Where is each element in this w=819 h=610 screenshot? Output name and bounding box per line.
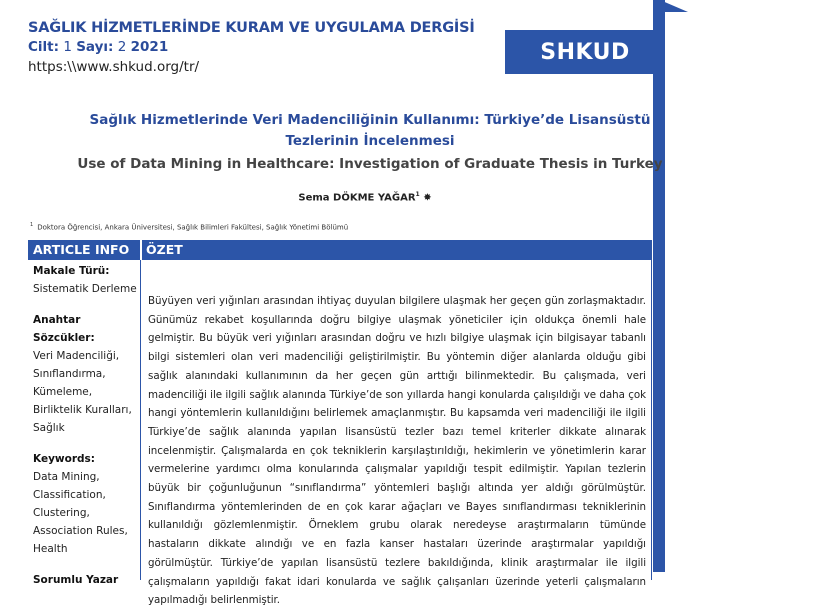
issue-label: Sayı:: [76, 39, 114, 55]
column-divider: [140, 260, 141, 580]
author-superscript: 1: [415, 191, 420, 198]
journal-header: [28, 20, 475, 75]
journal-title: SAĞLIK HİZMETLERİNDE KURAM VE UYGULAMA DERGİSİ: [28, 20, 475, 36]
volume-number: 1: [63, 39, 72, 55]
author-line: [0, 191, 730, 203]
keyword-tr: Sağlık: [33, 422, 65, 434]
issue-number: 2: [117, 39, 127, 55]
journal-logo-banner: SHKUD: [505, 30, 665, 74]
article-title-en: Use of Data Mining in Healthcare: Investigation of Graduate Thesis in Turkey: [77, 156, 663, 172]
corresponding-mark-icon: ✸: [423, 192, 432, 204]
issue-line: [28, 39, 475, 55]
journal-url[interactable]: https:\\www.shkud.org/tr/: [28, 59, 200, 75]
info-table-header: [28, 240, 652, 260]
keyword-en: Data Mining,: [33, 471, 100, 483]
abstract-heading: ÖZET: [146, 242, 183, 257]
keyword-en: Association Rules,: [33, 525, 128, 537]
keyword-tr: Veri Madenciliği,: [33, 350, 120, 362]
volume-label: Cilt:: [28, 39, 60, 55]
keywords-en-label: Keywords:: [33, 453, 95, 465]
keyword-en: Clustering,: [33, 507, 90, 519]
keyword-en: Classification,: [33, 489, 106, 501]
header-divider: [140, 240, 142, 260]
keywords-tr-label: Anahtar Sözcükler:: [33, 314, 95, 344]
decorative-triangle: [660, 0, 688, 12]
author-name: Sema DÖKME YAĞAR: [298, 192, 416, 204]
keyword-tr: Kümeleme,: [33, 386, 93, 398]
abstract-text: Büyüyen veri yığınları arasından ihtiyaç duyulan bilgilere ulaşmak her geçen gün zorlaşmaktadır. Günümüz rekabet koşullarında doğru bilgiye ulaşmak yöneticiler için oldukça önemli hale gelmiştir. Bu büyük veri yığınları arasından doğru ve hızlı bilgiye ulaşmak için bilgisayar tabanlı bilgi sistemleri olan veri madenciliği geliştirilmiştir. Bu yöntemin diğer alanlarda olduğu gibi sağlık alanındaki kullanımının da her geçen gün arttığı bilinmektedir. Bu çalışmada, veri madenciliği ile ilgili sağlık alanında Türkiye’de son yıllarda hangi konularda çalışıldığı ve daha çok hangi yöntemlerin kullanıldığını belirlemek amaçlanmıştır. Bu kapsamda veri madenciliği ile ilgili Türkiye’de sağlık alanında yapılan lisansüstü tezler bazı temel kriterler dikkate alınarak incelenmiştir. Çalışmalarda en çok tekniklerin karşılaştırıldığı, hekimlerin ve yönetimlerin karar vermelerine yardımcı olma konularında çalışmalar yapıldığı tespit edilmiştir. Yapılan tezlerin büyük bir çoğunluğunun “sınıflandırma” yöntemleri başlığı altında yer aldığı görülmüştür. Sınıflandırma yöntemlerinden de en çok karar ağaçları ve Bayes sınıflandırması tekniklerinin kullanıldığı gözlemlenmiştir. Örneklem grubu olarak neredeyse araştırmaların tümünde hastaların dikkate alındığı ve en fazla kanser hastaları üzerinde araştırmalar yapıldığı görülmüştür. Türkiye’de yapılan lisansüstü tezlere bakıldığında, klinik araştırmalar ile ilgili çalışmaların yapıldığı fakat idari konularda ve sağlık çalışanları üzerinde yeterli çalışmaların yapılmadığı belirlenmiştir.: [148, 295, 646, 607]
keyword-tr: Sınıflandırma,: [33, 368, 106, 380]
article-type-value: Sistematik Derleme: [33, 283, 137, 295]
corresponding-author-label: Sorumlu Yazar: [33, 574, 119, 586]
keyword-en: Health: [33, 543, 68, 555]
affiliation-text: Doktora Öğrencisi, Ankara Üniversitesi, Sağlık Bilimleri Fakültesi, Sağlık Yönetimi Bölümü: [37, 223, 349, 232]
affiliation-note: [30, 222, 348, 231]
affiliation-superscript: 1: [30, 222, 34, 228]
decorative-stripe: [653, 0, 665, 572]
issue-year: 2021: [130, 39, 169, 55]
article-info-column: [33, 262, 138, 589]
article-info-heading: ARTICLE INFO: [33, 242, 130, 257]
article-type-label: Makale Türü:: [33, 265, 110, 277]
article-title-tr: Sağlık Hizmetlerinde Veri Madenciliğinin Kullanımı: Türkiye’de Lisansüstü Tezlerinin İncelenmesi: [89, 112, 651, 149]
keyword-tr: Birliktelik Kuralları,: [33, 404, 132, 416]
table-right-border: [651, 240, 652, 580]
